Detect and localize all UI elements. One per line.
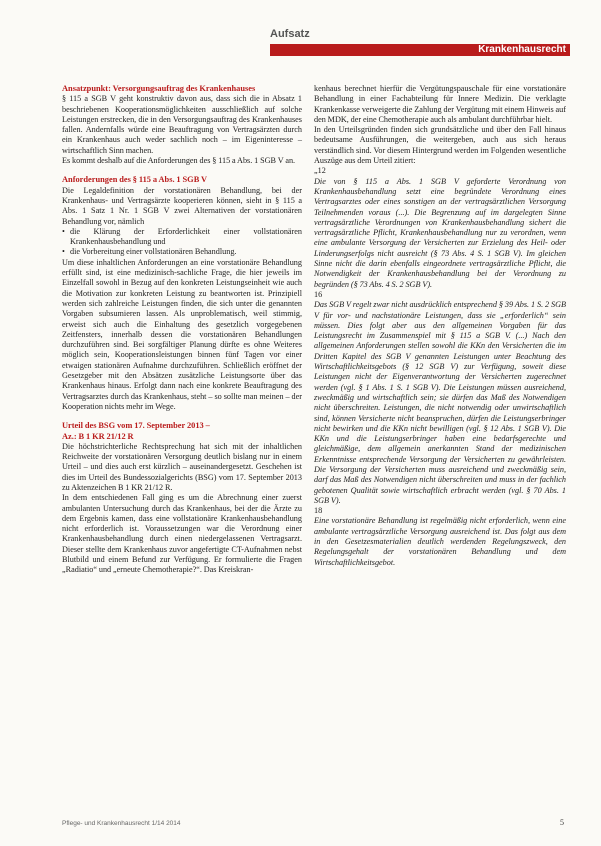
- heading-urteil-line1: Urteil des BSG vom 17. September 2013 –: [62, 421, 210, 431]
- list-item: • die Klärung der Erforderlichkeit einer vollstationären Krankenhausbehandlung und: [62, 227, 302, 248]
- category-label: Krankenhausrecht: [478, 44, 566, 55]
- paragraph: § 115 a SGB V geht konstruktiv davon aus, dass sich die in Absatz 1 beschriebenen Kooperationsmöglichkeiten ausschließlich auf solche Leistungen erstrecken, die in den Versorgungsauftrag des Krankenhauses fallen. Andernfalls würde eine Beauftragung von Vertragsärzten durch ein Krankenhaus auch weder sachlich noch – im Eigeninteresse – wirtschaftlich Sinn machen.: [62, 94, 302, 155]
- paragraph: In dem entschiedenen Fall ging es um die Abrechnung einer zuerst ambulanten Untersuchung durch das Krankenhaus, bei der die Ärzte zu dem Ergebnis kamen, dass eine vollstationäre Krankenhausbehandlung nicht erforderlich ist. Voraussetzungen war die Verordnung einer Krankenhausbehandlung durch einen niedergelassenen Vertragsarzt. Dieser stellte dem Krankenhaus zuvor angefertigte CT-Aufnahmen nebst Blutbild und einem Befund zur Verfügung. Er formulierte die Fragen „Radiatio“ und „erneute Chemotherapie?“. Das Kreiskran-: [62, 493, 302, 575]
- paragraph: Es kommt deshalb auf die Anforderungen des § 115 a Abs. 1 SGB V an.: [62, 156, 296, 166]
- list-item: • die Vorbereitung einer vollstationären Behandlung.: [62, 247, 302, 257]
- heading-ansatzpunkt: Ansatzpunkt: Versorgungsauftrag des Krankenhauses: [62, 84, 256, 93]
- heading-anforderungen: Anforderungen des § 115 a Abs. 1 SGB V: [62, 175, 208, 185]
- paragraph: In den Urteilsgründen finden sich grundsätzliche und über den Fall hinaus bedeutsame Ausführungen, die weitergeben, auch aus sich heraus verständlich sind. Vor diesem Hintergrund werden im Folgenden wesentliche Auszüge aus dem Urteil zitiert:: [314, 125, 566, 166]
- quote-paragraph: Die von § 115 a Abs. 1 SGB V geforderte Verordnung von Krankenhausbehandlung setzt eine begründete Verordnung eines Vertragsarztes oder eines sonstigen an der vertragsärztlichen Versorgung Teilnehmenden voraus (...). Die Begrenzung auf im dargelegten Sinne vertragsärztliche Verordnungen von Krankenhausbehandlung sichert die vertragsärztliche Pflicht, Krankenhausbehandlung nur zu verordnen, wenn eine ambulante Versorgung der Versicherten zur Erzielung des Heil- oder Linderungserfolgs nicht ausreicht (§ 73 Abs. 4 S. 1 SGB V). Im gleichen Sinne nicht die darin ebenfalls eingeordnete vertragsärztliche Pflicht, die Notwendigkeit der Krankenhausbehandlung bei der Verordnung zu begründen (§ 73 Abs. 4 S. 2 SGB V).: [314, 176, 566, 289]
- section-label: Aufsatz: [270, 28, 310, 40]
- margin-number: „12: [314, 166, 326, 176]
- category-bar: [270, 44, 570, 56]
- paragraph: kenhaus berechnet hierfür die Vergütungspauschale für eine vorstationäre Behandlung in einer Fachabteilung für Innere Medizin. Die verklagte Krankenkasse verweigerte die Zahlung der Vergütung mit einem Hinweis auf den MDK, der eine Chemotherapie auch als ambulant durchführbar hielt.: [314, 84, 566, 124]
- paragraph: Um diese inhaltlichen Anforderungen an eine vorstationäre Behandlung erfüllt sind, ist eine medizinisch-sachliche Frage, die hier jeweils im Einzelfall sowohl in Bezug auf den konkreten Leistungseinheit wie auch die Motivation zur konkreten Leistung zu beantworten ist. Prinzipiell werden sich zahlreiche Leistungen finden, die sich unter die genannten Vorgaben subsumieren lassen. Als unproblematisch, weil stimmig, erweist sich auch die Einhaltung des gesetzlich vorgegebenen Zeitfensters, innerhalb dessen die vorstationären Behandlungen durchzuführen sind. Bei sorgfältiger Planung dürfte es ohne Weiteres möglich sein, Kooperationsleistungen binnen fünf Tagen vor einer etwaigen stationären Aufnahme durchzuführen. Schließlich eröffnet der Gesetzgeber mit den Absätzen zusätzliche Leistungsorte über das Krankenhaus hinaus. Erfolgt dann nach eine konkrete Beauftragung des Vertragsarztes durch das Krankenhaus, steht – so sollte man meinen – der Kooperation nichts mehr im Wege.: [62, 257, 302, 411]
- heading-urteil-line2: Az.: B 1 KR 21/12 R: [62, 431, 134, 441]
- page-number: 5: [560, 818, 564, 827]
- right-column: [314, 84, 566, 568]
- bullet-list: [62, 227, 302, 258]
- quote-paragraph: Eine vorstationäre Behandlung ist regelmäßig nicht erforderlich, wenn eine ambulante vertragsärztliche Versorgung ausreichend ist. Das folgt aus dem in den Gesetzesmaterialien deutlich werdenden Regelungszweck, den Regelungsgehalt der vorstationären Behandlung und dem Wirtschaftlichkeitsgebot.: [314, 516, 566, 567]
- journal-footer: Pflege- und Krankenhausrecht 1/14 2014: [62, 820, 181, 827]
- margin-number: 16: [314, 289, 323, 299]
- paragraph: Die Legaldefinition der vorstationären Behandlung, bei der Krankenhaus- und Vertragsärzte kooperieren können, sieht in § 115 a Abs. 1 Satz 1 Nr. 1 SGB V zwei Alternativen der vorstationären Behandlung vor, nämlich: [62, 185, 302, 226]
- left-column: [62, 84, 302, 576]
- margin-number: 18: [314, 506, 323, 516]
- quote-paragraph: Das SGB V regelt zwar nicht ausdrücklich entsprechend § 39 Abs. 1 S. 2 SGB V für vor- und nachstationäre Leistungen, dass sie „erforderlich“ sein müssen. Dies folgt aber aus den allgemeinen Vorgaben für das Leistungsrecht im Zusammenspiel mit § 115 a SGB V. (...) Nach den allgemeinen Anforderungen stellen sowohl die KKn den Versicherten die im Dritten Kapitel des SGB V genannten Leistungen unter Beachtung des Wirtschaftlichkeitsgebots (§ 12 SGB V) zur Verfügung, soweit diese Leistungen nicht der Eigenverantwortung der Versicherten zugerechnet werden (vgl. § 1 Abs. 1 S. 1 SGB V). Die Leistungen müssen ausreichend, zweckmäßig und wirtschaftlich sein; sie dürfen das Maß des Notwendigen nicht überschreiten. Leistungen, die nicht notwendig oder unwirtschaftlich sind, können Versicherte nicht beanspruchen, dürfen die Leistungserbringer nicht bewirken und die KKn nicht bewilligen (vgl. § 12 Abs. 1 SGB V). Die KKn und die Leistungserbringer haben eine bedarfsgerechte und gleichmäßige, dem allgemein anerkannten Stand der medizinischen Erkenntnisse entsprechende Versorgung der Versicherten zu gewährleisten. Die Versorgung der Versicherten muss ausreichend und zweckmäßig sein, darf das Maß des Notwendigen nicht überschreiten und muss in der fachlich gebotenen Qualität sowie wirtschaftlich erbracht werden (vgl. § 70 Abs. 1 SGB V).: [314, 300, 566, 505]
- paragraph: Die höchstrichterliche Rechtsprechung hat sich mit der inhaltlichen Reichweite der vorstationären Versorgung deutlich bislang nur in einem Urteil – und dies auch erst kürzlich – auseinandergesetzt. Geschehen ist dies im Urteil des Bundessozialgerichts (BSG) vom 17. September 2013 zu Aktenzeichen B 1 KR 21/12 R.: [62, 441, 302, 492]
